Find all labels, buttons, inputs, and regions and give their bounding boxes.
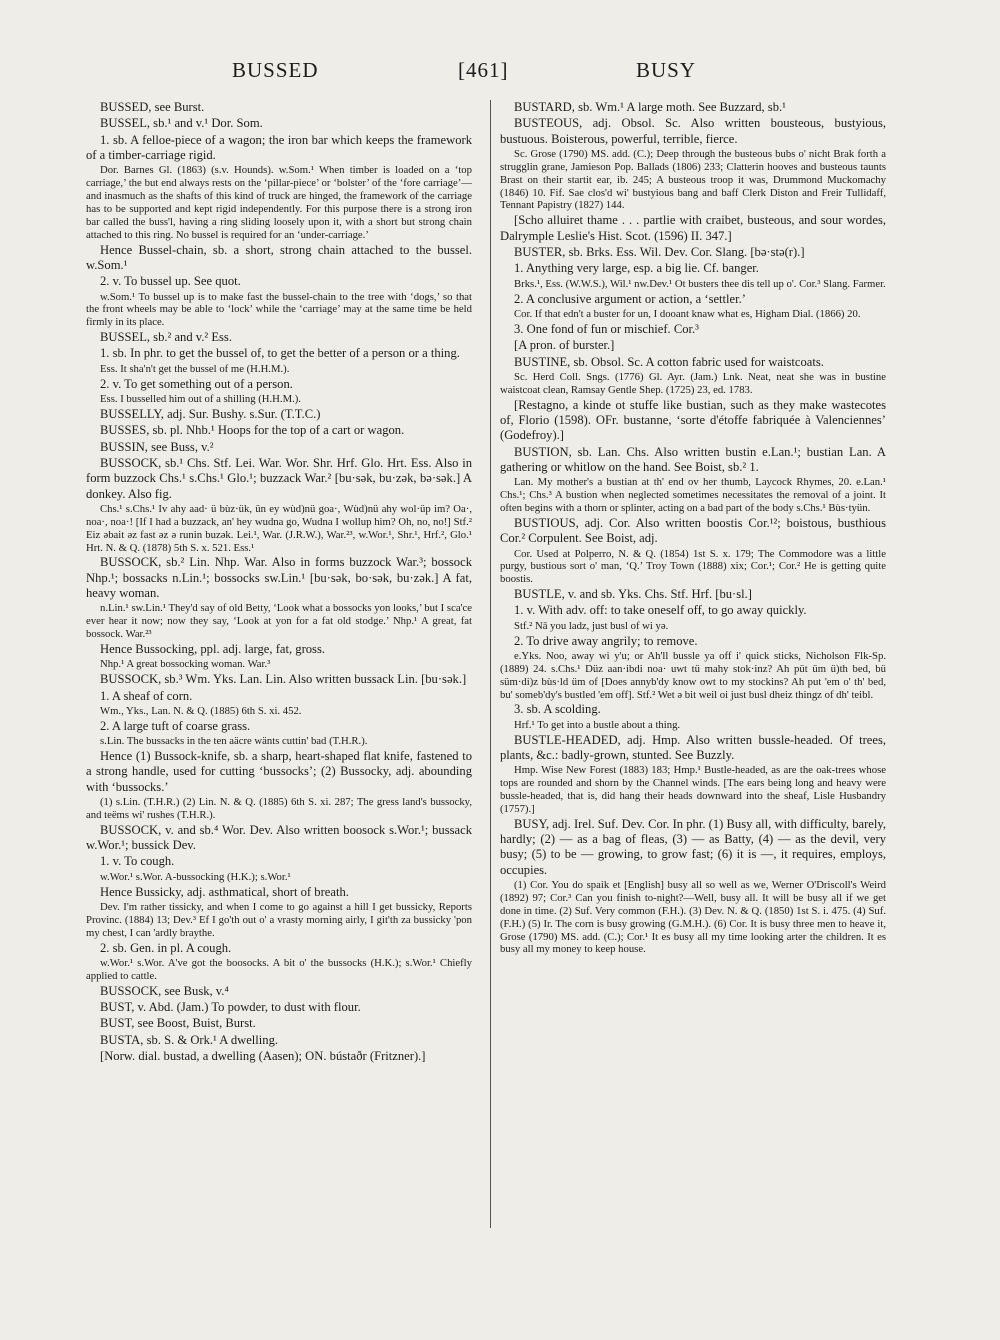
dictionary-entry: BUSSES, sb. pl. Nhb.¹ Hoops for the top of a cart or wagon.	[100, 423, 405, 438]
sense-definition: Hence Bussicky, adj. asthmatical, short of breath.	[100, 884, 349, 899]
citation: Sc. Herd Coll. Sngs. (1776) Gl. Ayr. (Jam.) Lnk. Neat, neat she was in bustine waistcoat clean, Ramsay Gentle Shep. (1725) 23, ed. 1783.	[500, 370, 886, 396]
right-column	[500, 100, 886, 1230]
dictionary-entry: BUSY, adj. Irel. Suf. Dev. Cor. In phr. (1) Busy all, with difficulty, barely, hardly; (2) — as a bag of fleas, (3) — as Batty, (4) — as the devil, very busy; (5) to be — growing, to grow fast; (6) it is —, it requires, employs, occupies.	[500, 816, 886, 877]
citation: Dor. Barnes Gl. (1863) (s.v. Hounds). w.Som.¹ When timber is loaded on a ‘top carriage,’ the but end always rests on the ‘pillar-piece’ or ‘bolster’ of the ‘fore carriage’—and inasmuch as the shafts of this kind of truck are hinged, the framework of the carriage has to be supported and kept rigid independently. For this purpose there is a strong iron bar called the buss'l, having a ring sliding loosely upon it, with a short but strong chain attached to this ring. No bussel is required for an ‘under-carriage.’	[86, 164, 472, 241]
sense-definition: 1. sb. In phr. to get the bussel of, to get the better of a person or a thing.	[100, 346, 460, 361]
sense-definition: 3. One fond of fun or mischief. Cor.³	[514, 321, 699, 336]
header-left-guide-word: BUSSED	[232, 58, 319, 82]
citation: e.Yks. Noo, away wi y'u; or Ah'll bussle ya off i' quick sticks, Nicholson Flk-Sp. (1889) 24. s.Chs.¹ Düz aan·ibdi noa· uwt tü mahy stok·inz? Ah püt üm ü)th bed, bü süm·di)z bùs·ld üm of [Does annyb'dy know owt to my stockins? Ah put 'em o' th' bed, bu' someb'dy's bustled 'em off]. Stf.² Wet ə bit weil oi just busl dheiz thingz of dh' teibl.	[500, 650, 886, 701]
dictionary-entry: BUSSOCK, sb.¹ Chs. Stf. Lei. War. Wor. Shr. Hrf. Glo. Hrt. Ess. Also in form buzzock Chs.¹ s.Chs.¹ Glo.¹; buzzack War.² [bu·sək, bu·zək, bə·sək.] A donkey. Also fig.	[86, 455, 472, 501]
sense-definition: 2. sb. Gen. in pl. A cough.	[100, 940, 232, 955]
citation: Cor. If that edn't a buster for un, I dooant knaw what es, Higham Dial. (1866) 20.	[514, 307, 861, 320]
citation: Stf.² Nā you ladz, just busl of wi yə.	[514, 619, 669, 632]
sense-definition: 2. To drive away angrily; to remove.	[514, 633, 698, 648]
dictionary-entry: BUSSELLY, adj. Sur. Bushy. s.Sur. (T.T.C.)	[100, 406, 321, 421]
citation: Chs.¹ s.Chs.¹ Iv ahy aad· ü bùz·ük, ün ey wùd)nü goa·, Wùd)nü ahy wol·üp im? Oa·, noa·, noa·! [If I had a buzzack, an' hey wudna go, Wudna I wollup him? Oh, no, no!] Stf.² Eiz əbait əz fast əz ə runin buzək. Lei.¹, War. (J.R.W.), War.²³, w.Wor.¹, Shr.¹, Hrf.², Glo.¹ Hrt. N. & Q. (1878) 5th S. x. 521. Ess.¹	[86, 503, 472, 554]
sense-definition: 2. v. To get something out of a person.	[100, 376, 293, 391]
dictionary-entry: BUSTLE-HEADED, adj. Hmp. Also written bussle-headed. Of trees, plants, &c.: badly-grown, stunted. See Buzzly.	[500, 732, 886, 762]
sense-definition: 3. sb. A scolding.	[514, 702, 601, 717]
sense-definition: Hence (1) Bussock-knife, sb. a sharp, heart-shaped flat knife, fastened to a strong handle, used for cutting ‘bussocks’; (2) Bussocky, adj. abounding with ‘bussocks.’	[86, 748, 472, 794]
dictionary-entry: BUSSIN, see Buss, v.²	[100, 439, 214, 454]
citation: Dev. I'm rather tissicky, and when I come to go against a hill I get bussicky, Reports Provinc. (1884) 13; Dev.³ Ef I go'th out o' a vrasty morning airly, I git'th za bussicky 'pon my chest, I can 'ardly braythe.	[86, 901, 472, 939]
running-head	[0, 58, 1000, 92]
sense-definition: 2. v. To bussel up. See quot.	[100, 274, 241, 289]
sense-definition: 1. v. With adv. off: to take oneself off, to go away quickly.	[514, 603, 807, 618]
dictionary-entry: BUSTIOUS, adj. Cor. Also written boostis Cor.¹²; boistous, busthious Cor.² Corpulent. See Boist, adj.	[500, 515, 886, 546]
citation: Hrf.¹ To get into a bustle about a thing.	[514, 718, 681, 731]
dictionary-entry: BUSTER, sb. Brks. Ess. Wil. Dev. Cor. Slang. [bə·stə(r).]	[514, 245, 805, 260]
citation: Nhp.¹ A great bossocking woman. War.³	[100, 658, 271, 671]
citation: Brks.¹, Ess. (W.W.S.), Wil.¹ nw.Dev.¹ Ot busters thee dis tell up o'. Cor.³ Slang. Farmer.	[514, 277, 886, 290]
citation: Ess. I busselled him out of a shilling (H.H.M.).	[100, 393, 301, 406]
left-column	[86, 100, 472, 1230]
dictionary-entry: BUSSOCK, v. and sb.⁴ Wor. Dev. Also written boosock s.Wor.¹; bussack w.Wor.¹; bussick Dev.	[86, 822, 472, 853]
sense-definition: Hence Bussocking, ppl. adj. large, fat, gross.	[100, 642, 326, 657]
sense-definition: 1. Anything very large, esp. a big lie. Cf. banger.	[514, 261, 759, 276]
citation: w.Wor.¹ s.Wor. A-bussocking (H.K.); s.Wor.¹	[100, 870, 291, 883]
dictionary-entry: BUSTEOUS, adj. Obsol. Sc. Also written bousteous, bustyious, bustuous. Boisterous, powerful, terrible, fierce.	[500, 116, 886, 146]
header-right-guide-word: BUSY	[636, 58, 697, 82]
citation: Sc. Grose (1790) MS. add. (C.); Deep through the busteous bubs o' nicht Brak forth a strugglin grane, Jamieson Pop. Ballads (1806) 233; Clatterin hooves and busteous taunts Brast on their startit ear, ib. 245; A busteous troop it was, Drummond Muckomachy (1846) 10. Fif. Sae clos'd wi' bustyious bang and baff Clerk Diston and Freir Tullidaff, Tennant Papistry (1827) 144.	[500, 148, 886, 212]
dictionary-entry: BUSTA, sb. S. & Ork.¹ A dwelling.	[100, 1032, 279, 1047]
citation: s.Lin. The bussacks in the ten aäcre wänts cuttin' bad (T.H.R.).	[100, 735, 368, 748]
column-divider	[490, 100, 491, 1228]
dictionary-entry: BUST, v. Abd. (Jam.) To powder, to dust with flour.	[100, 999, 361, 1014]
dictionary-entry: BUSSOCK, sb.³ Wm. Yks. Lan. Lin. Also written bussack Lin. [bu·sək.]	[100, 672, 467, 687]
dictionary-entry: BUSTARD, sb. Wm.¹ A large moth. See Buzzard, sb.¹	[514, 100, 786, 114]
page-number: [461]	[458, 58, 509, 82]
sense-definition: 1. v. To cough.	[100, 854, 175, 869]
citation: Wm., Yks., Lan. N. & Q. (1885) 6th S. xi. 452.	[100, 704, 302, 717]
sense-definition: [A pron. of burster.]	[514, 338, 615, 353]
citation: n.Lin.¹ sw.Lin.¹ They'd say of old Betty, ‘Look what a bossocks yon looks,’ but I sca'ce ever hear it now; now they say, ‘Look at yon for a fat old stodge.’ Nhp.¹ A great, fat bossock. War.²³	[86, 602, 472, 641]
dictionary-entry: BUSSEL, sb.¹ and v.¹ Dor. Som.	[100, 116, 263, 131]
citation: Ess. It sha'n't get the bussel of me (H.H.M.).	[100, 362, 290, 375]
sense-definition: [Scho alluiret thame . . . partlie with craibet, busteous, and sour wordes, Dalrymple Leslie's Hist. Scot. (1596) II. 347.]	[500, 213, 886, 243]
citation: w.Wor.¹ s.Wor. A've got the boosocks. A bit o' the bussocks (H.K.); s.Wor.¹ Chiefly applied to cattle.	[86, 956, 472, 982]
sense-definition: 2. A conclusive argument or action, a ‘settler.’	[514, 291, 746, 306]
dictionary-entry: BUSSEL, sb.² and v.² Ess.	[100, 330, 232, 345]
dictionary-entry: BUSSED, see Burst.	[100, 100, 205, 114]
citation: (1) s.Lin. (T.H.R.) (2) Lin. N. & Q. (1885) 6th S. xi. 287; The gress land's bussocky, and teëms wi' rushes (T.H.R.).	[86, 796, 472, 821]
sense-definition: 2. A large tuft of coarse grass.	[100, 718, 251, 733]
dictionary-entry: BUSTION, sb. Lan. Chs. Also written bustin e.Lan.¹; bustian Lan. A gathering or whitlow on the hand. See Boist, sb.² 1.	[500, 444, 886, 474]
sense-definition: [Norw. dial. bustad, a dwelling (Aasen); ON. bústaðr (Fritzner).]	[100, 1049, 426, 1064]
dictionary-entry: BUSSOCK, see Busk, v.⁴	[100, 983, 229, 998]
sense-definition: 1. sb. A felloe-piece of a wagon; the iron bar which keeps the framework of a timber-carriage rigid.	[86, 132, 472, 163]
dictionary-entry: BUSSOCK, sb.² Lin. Nhp. War. Also in forms buzzock War.³; bossock Nhp.¹; bossacks n.Lin.¹; bossocks sw.Lin.¹ [bu·sək, bo·sək, bu·zək.] A fat, heavy woman.	[86, 555, 472, 601]
dictionary-entry: BUSTLE, v. and sb. Yks. Chs. Stf. Hrf. [bu·sl.]	[514, 587, 752, 602]
sense-definition: Hence Bussel-chain, sb. a short, strong chain attached to the bussel. w.Som.¹	[86, 242, 472, 272]
citation: Lan. My mother's a bustian at th' end ov her thumb, Laycock Rhymes, 20. e.Lan.¹ Chs.¹; Chs.³ A bustion when neglected sometimes necessitates the removal of a joint. It often begins with a thorn or splinter, acting on a bad part of the body s.Chs.¹ Bùs·tyün.	[500, 476, 886, 515]
citation: (1) Cor. You do spaik et [English] busy all so well as we, Werner O'Driscoll's Weird (1892) 97; Cor.³ Can you finish to-night?—Well, busy all. It will be busy all if we get done in time. (2) Suf. Very common (F.H.). (3) Dev. N. & Q. (1850) 1st S. i. 475. (4) Suf. (F.H.) (5) Ir. The corn is busy growing (G.M.H.). (6) Cor. It is busy three men to heave it, Grose (1790) MS. add. (C.); Cor.¹ It es busy all my time looking arter the children. It es busy all my money to keep house.	[500, 879, 886, 956]
dictionary-entry: BUST, see Boost, Buist, Burst.	[100, 1016, 256, 1031]
citation: Cor. Used at Polperro, N. & Q. (1854) 1st S. x. 179; The Commodore was a little purgy, bustious sort o' man, ‘Q.’ Troy Town (1888) xix; Cor.¹; Cor.² He is getting quite boostis.	[500, 547, 886, 586]
dictionary-entry: BUSTINE, sb. Obsol. Sc. A cotton fabric used for waistcoats.	[514, 354, 824, 369]
sense-definition: [Restagno, a kinde ot stuffe like bustian, such as they make wastecotes of, Florio (1598). OFr. bustanne, ‘sorte d'étoffe fabriquée à Valenciennes’ (Godefroy).]	[500, 397, 886, 443]
citation: w.Som.¹ To bussel up is to make fast the bussel-chain to the tree with ‘dogs,’ so that the front wheels may be able to ‘lock’ while the ‘carriage’ may at the same time be held firmly in its place.	[86, 290, 472, 329]
sense-definition: 1. A sheaf of corn.	[100, 688, 193, 703]
citation: Hmp. Wise New Forest (1883) 183; Hmp.¹ Bustle-headed, as are the oak-trees whose tops are rounded and shorn by the Channel winds. [The ears being long and heavy were bussle-headed, that is, did hang their heads downward into the sheaf, Lisle Husbandry (1757).]	[500, 764, 886, 815]
